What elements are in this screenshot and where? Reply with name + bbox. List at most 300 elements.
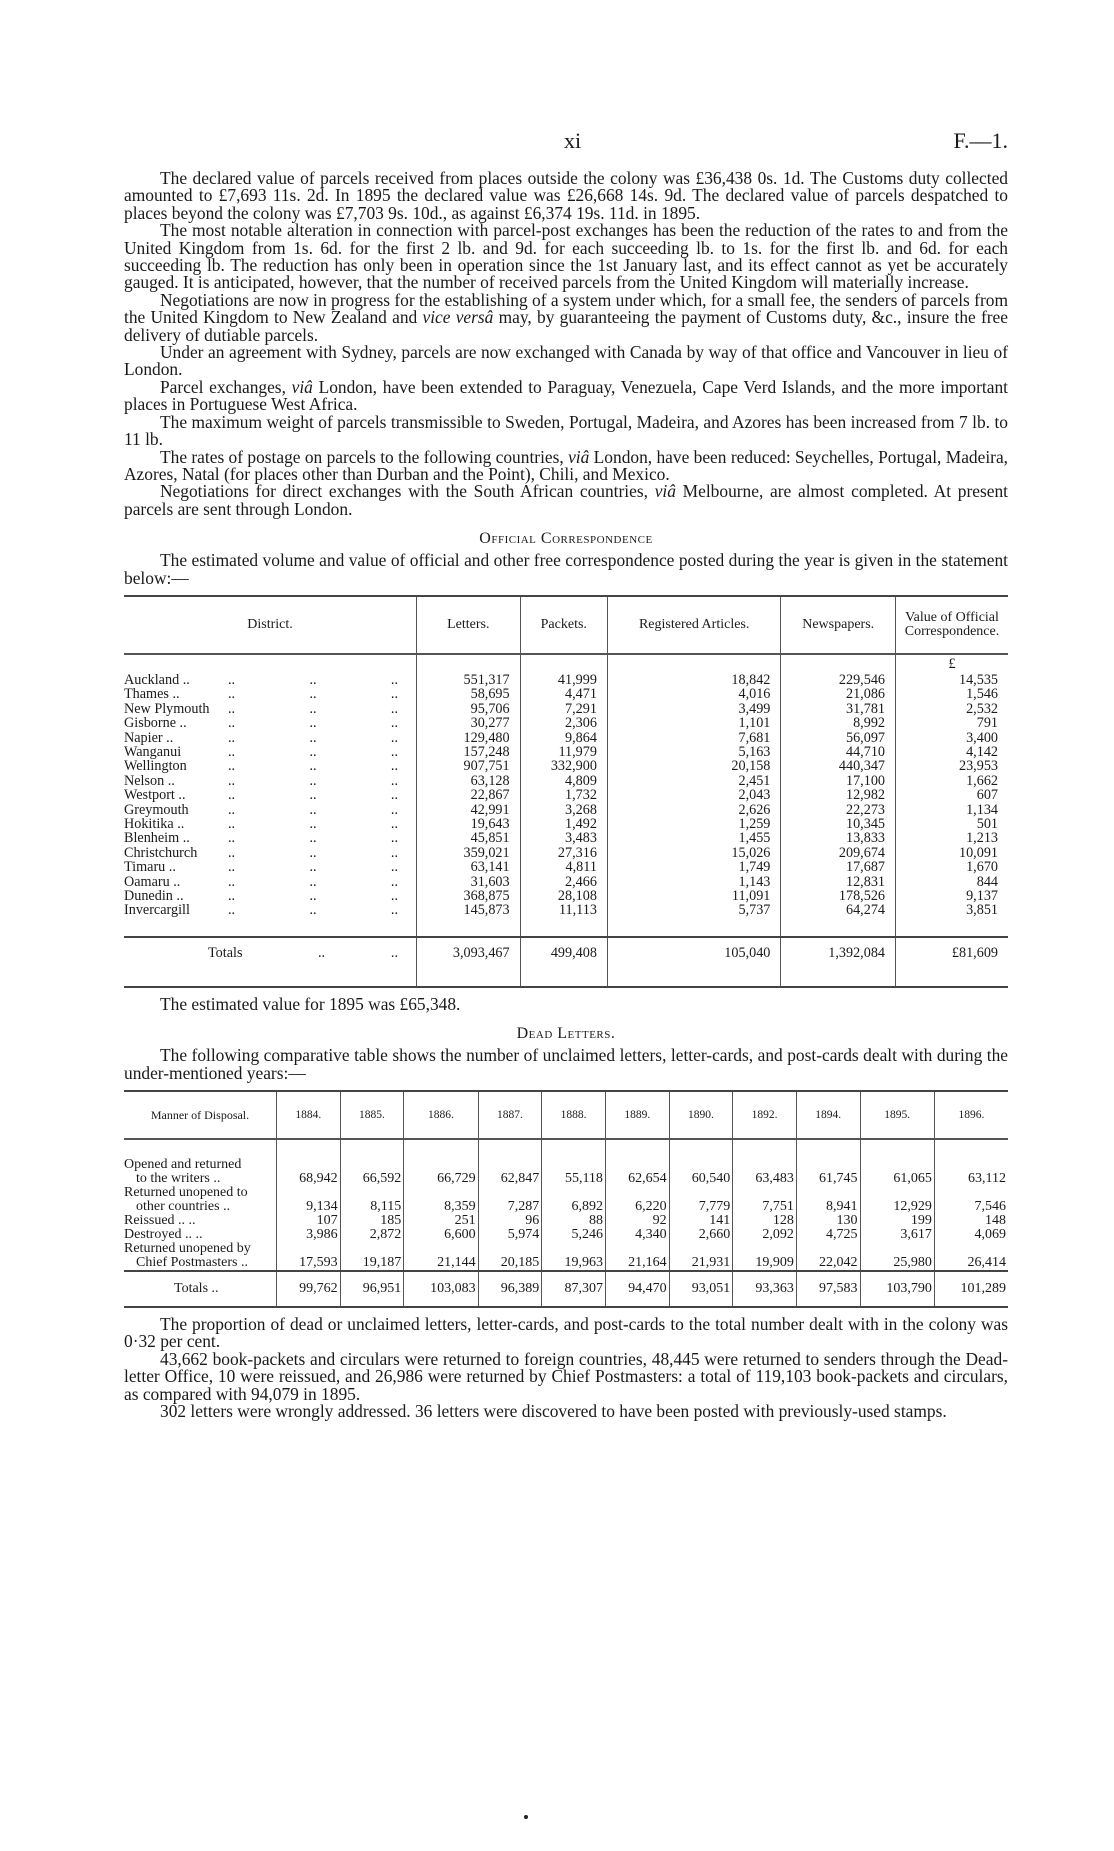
year-value-cell: 19,909 <box>733 1242 797 1271</box>
district-name: Invercargill <box>124 902 190 919</box>
column-header-year: 1888. <box>542 1091 606 1139</box>
newspapers-cell: 31,781 <box>781 702 896 716</box>
year-value-cell: 61,065 <box>860 1158 934 1186</box>
table-header-row <box>124 596 1008 654</box>
leader-dots: .. .. .. <box>228 816 398 832</box>
value-cell: 1,134 <box>896 803 1009 817</box>
letters-cell: 31,603 <box>417 875 521 889</box>
official-table-body <box>124 654 1008 987</box>
district-cell <box>124 788 417 802</box>
total-letters-cell: 3,093,467 <box>417 937 521 968</box>
document-page <box>124 0 1008 1421</box>
packets-cell: 2,466 <box>520 875 607 889</box>
table-row <box>124 1186 1008 1214</box>
year-value-cell: 60,540 <box>669 1158 733 1186</box>
registered-cell: 1,143 <box>607 875 780 889</box>
value-cell: 791 <box>896 716 1009 730</box>
registered-cell: 1,455 <box>607 831 780 845</box>
table-row <box>124 903 1008 917</box>
value-cell: 1,213 <box>896 831 1009 845</box>
empty-cell <box>417 918 521 937</box>
empty-cell <box>277 1139 341 1158</box>
spacer-row <box>124 968 1008 987</box>
leader-dots: .. .. .. <box>228 888 398 905</box>
empty-cell <box>542 1139 606 1158</box>
registered-cell: 1,749 <box>607 860 780 874</box>
leader-dots: .. .. .. <box>228 772 398 789</box>
total-year-value-cell: 99,762 <box>277 1271 341 1307</box>
paragraph-dead-letters-intro: The following comparative table shows the number of unclaimed letters, letter-cards, and post-cards dealt with during the under-mentioned years:— <box>124 1045 1008 1083</box>
value-cell: 501 <box>896 817 1009 831</box>
paragraph-negotiations <box>124 289 1008 345</box>
disposal-cell <box>124 1242 277 1271</box>
empty-cell <box>896 918 1009 937</box>
leader-dots: .. .. .. <box>228 830 398 847</box>
total-year-value-cell: 97,583 <box>796 1271 860 1307</box>
total-year-value-cell: 87,307 <box>542 1271 606 1307</box>
column-header-letters: Letters. <box>417 596 521 654</box>
totals-label: Totals <box>208 944 243 961</box>
year-value-cell: 5,974 <box>478 1228 542 1242</box>
district-cell <box>124 774 417 788</box>
district-name: Timaru .. <box>124 859 176 876</box>
packets-cell: 28,108 <box>520 889 607 903</box>
district-cell <box>124 759 417 773</box>
value-cell: 2,532 <box>896 702 1009 716</box>
column-header-year: 1890. <box>669 1091 733 1139</box>
year-value-cell: 107 <box>277 1214 341 1228</box>
registered-cell: 4,016 <box>607 687 780 701</box>
leader-dots: .. .. .. <box>228 700 398 717</box>
value-cell: 844 <box>896 875 1009 889</box>
total-year-value-cell: 103,790 <box>860 1271 934 1307</box>
value-cell: 3,851 <box>896 903 1009 917</box>
empty-cell <box>860 1139 934 1158</box>
currency-row <box>124 654 1008 673</box>
total-year-value-cell: 93,051 <box>669 1271 733 1307</box>
empty-cell <box>781 654 896 673</box>
letters-cell: 58,695 <box>417 687 521 701</box>
year-value-cell: 92 <box>605 1214 669 1228</box>
disposal-cell <box>124 1186 277 1214</box>
total-year-value-cell: 96,951 <box>340 1271 404 1307</box>
total-value-cell: £81,609 <box>896 937 1009 968</box>
dead-letters-table-body <box>124 1139 1008 1307</box>
year-value-cell: 185 <box>340 1214 404 1228</box>
column-header-packets: Packets. <box>520 596 607 654</box>
packets-cell: 7,291 <box>520 702 607 716</box>
registered-cell: 18,842 <box>607 673 780 687</box>
column-header-year: 1885. <box>340 1091 404 1139</box>
registered-cell: 2,451 <box>607 774 780 788</box>
column-header-year: 1895. <box>860 1091 934 1139</box>
totals-label-cell <box>124 937 417 968</box>
section-title-official-correspondence: Official Correspondence <box>479 530 653 548</box>
year-value-cell: 7,751 <box>733 1186 797 1214</box>
empty-cell <box>781 968 896 987</box>
paragraph-estimated-1895: The estimated value for 1895 was £65,348. <box>160 993 461 1014</box>
section-title-dead-letters: Dead Letters. <box>516 1025 616 1043</box>
newspapers-cell: 12,831 <box>781 875 896 889</box>
empty-cell <box>124 968 417 987</box>
newspapers-cell: 22,273 <box>781 803 896 817</box>
empty-cell <box>669 1139 733 1158</box>
italic-text: viâ <box>654 481 676 502</box>
leader-dots: .. .. .. <box>228 873 398 890</box>
registered-cell: 5,163 <box>607 745 780 759</box>
empty-cell <box>607 918 780 937</box>
letters-cell: 359,021 <box>417 846 521 860</box>
total-registered-cell: 105,040 <box>607 937 780 968</box>
year-value-cell: 68,942 <box>277 1158 341 1186</box>
empty-cell <box>607 654 780 673</box>
year-value-cell: 62,847 <box>478 1158 542 1186</box>
year-value-cell: 96 <box>478 1214 542 1228</box>
district-cell <box>124 673 417 687</box>
letters-cell: 551,317 <box>417 673 521 687</box>
column-header-year: 1886. <box>404 1091 478 1139</box>
year-value-cell: 7,546 <box>934 1186 1008 1214</box>
district-cell <box>124 817 417 831</box>
column-header-registered: Registered Articles. <box>607 596 780 654</box>
table-row <box>124 831 1008 845</box>
letters-cell: 129,480 <box>417 731 521 745</box>
currency-symbol: £ <box>896 654 1009 673</box>
column-header-year: 1892. <box>733 1091 797 1139</box>
total-year-value-cell: 103,083 <box>404 1271 478 1307</box>
newspapers-cell: 178,526 <box>781 889 896 903</box>
district-name: Gisborne .. <box>124 715 187 732</box>
text: Negotiations for direct exchanges with the South African countries, <box>160 481 655 502</box>
italic-text: viâ <box>568 446 590 467</box>
district-cell <box>124 803 417 817</box>
year-value-cell: 9,134 <box>277 1186 341 1214</box>
district-cell <box>124 875 417 889</box>
registered-cell: 3,499 <box>607 702 780 716</box>
year-value-cell: 25,980 <box>860 1242 934 1271</box>
disposal-cell <box>124 1214 277 1228</box>
disposal-cell <box>124 1158 277 1186</box>
year-value-cell: 8,359 <box>404 1186 478 1214</box>
paragraph-official-intro: The estimated volume and value of official and other free correspondence posted during the year is given in the statement below:— <box>124 550 1008 588</box>
empty-cell <box>934 1139 1008 1158</box>
district-cell <box>124 903 417 917</box>
year-value-cell: 148 <box>934 1214 1008 1228</box>
registered-cell: 15,026 <box>607 846 780 860</box>
packets-cell: 332,900 <box>520 759 607 773</box>
italic-text: viâ <box>291 376 313 397</box>
paragraph-declared-value: The declared value of parcels received from places outside the colony was £36,438 0s. 1d. The Customs duty collected amounted to £7,693 11s. 2d. In 1895 the declared value was £26,668 14s. 9d. The declared value of parcels despatched to places beyond the colony was £7,703 9s. 10d., as against £6,374 19s. 11d. in 1895. <box>124 168 1008 223</box>
empty-cell <box>124 918 417 937</box>
newspapers-cell: 440,347 <box>781 759 896 773</box>
paragraph-proportion: The proportion of dead or unclaimed letters, letter-cards, and post-cards to the total number dealt with in the colony was 0·32 per cent. <box>124 1314 1008 1352</box>
district-cell <box>124 702 417 716</box>
year-value-cell: 66,729 <box>404 1158 478 1186</box>
district-name: Oamaru .. <box>124 873 181 890</box>
value-cell: 10,091 <box>896 846 1009 860</box>
year-value-cell: 17,593 <box>277 1242 341 1271</box>
table-row <box>124 673 1008 687</box>
year-value-cell: 4,340 <box>605 1228 669 1242</box>
registered-cell: 5,737 <box>607 903 780 917</box>
document-reference: F.—1. <box>953 128 1008 153</box>
value-cell: 3,400 <box>896 731 1009 745</box>
empty-cell <box>896 968 1009 987</box>
table-header-row <box>124 1091 1008 1139</box>
district-name: Christchurch <box>124 844 198 861</box>
letters-cell: 30,277 <box>417 716 521 730</box>
empty-cell <box>796 1139 860 1158</box>
leader-dots: .. .. .. <box>228 758 398 775</box>
disposal-label-line: to the writers .. <box>136 1171 221 1187</box>
year-value-cell: 7,287 <box>478 1186 542 1214</box>
district-cell <box>124 716 417 730</box>
spacer-row <box>124 1139 1008 1158</box>
newspapers-cell: 229,546 <box>781 673 896 687</box>
page-number: xi <box>564 128 582 153</box>
year-value-cell: 2,092 <box>733 1228 797 1242</box>
column-header-district: District. <box>124 596 417 654</box>
table-row <box>124 1158 1008 1186</box>
district-cell <box>124 846 417 860</box>
paragraph-exchanges <box>124 376 1009 415</box>
letters-cell: 907,751 <box>417 759 521 773</box>
year-value-cell: 6,892 <box>542 1186 606 1214</box>
total-year-value-cell: 96,389 <box>478 1271 542 1307</box>
year-value-cell: 3,986 <box>277 1228 341 1242</box>
newspapers-cell: 44,710 <box>781 745 896 759</box>
newspapers-cell: 17,687 <box>781 860 896 874</box>
newspapers-cell: 12,982 <box>781 788 896 802</box>
disposal-label-line: other countries .. <box>136 1199 231 1215</box>
year-value-cell: 63,483 <box>733 1158 797 1186</box>
text: Parcel exchanges, <box>160 376 292 397</box>
leader-dots: .. .. .. <box>228 715 398 732</box>
text: Melbourne, are almost completed. At present parcels are sent through London. <box>124 481 1008 519</box>
letters-cell: 145,873 <box>417 903 521 917</box>
table-row <box>124 702 1008 716</box>
registered-cell: 20,158 <box>607 759 780 773</box>
district-name: Napier .. <box>124 729 174 746</box>
paragraph-postage-rates <box>124 446 1009 484</box>
value-cell: 23,953 <box>896 759 1009 773</box>
year-value-cell: 141 <box>669 1214 733 1228</box>
leader-dots: .. .. .. <box>228 787 398 804</box>
text: The rates of postage on parcels to the following countries, <box>160 446 569 467</box>
registered-cell: 2,043 <box>607 788 780 802</box>
leader-dots: .. .. .. <box>228 729 398 746</box>
district-cell <box>124 860 417 874</box>
table-row <box>124 803 1008 817</box>
year-value-cell: 128 <box>733 1214 797 1228</box>
district-name: Thames .. <box>124 686 180 703</box>
table-row <box>124 788 1008 802</box>
disposal-label-line: Destroyed .. .. <box>124 1227 203 1243</box>
registered-cell: 11,091 <box>607 889 780 903</box>
printing-mark <box>524 1815 528 1819</box>
table-row <box>124 745 1008 759</box>
newspapers-cell: 209,674 <box>781 846 896 860</box>
district-name: Westport .. <box>124 787 186 804</box>
year-value-cell: 2,872 <box>340 1228 404 1242</box>
table-row <box>124 1242 1008 1271</box>
year-value-cell: 3,617 <box>860 1228 934 1242</box>
newspapers-cell: 8,992 <box>781 716 896 730</box>
text: London, have been extended to Paraguay, Venezuela, Cape Verd Islands, and the more important places in Portuguese West Africa. <box>124 376 1009 415</box>
column-header-disposal: Manner of Disposal. <box>124 1091 277 1139</box>
packets-cell: 9,864 <box>520 731 607 745</box>
year-value-cell: 61,745 <box>796 1158 860 1186</box>
column-header-year: 1887. <box>478 1091 542 1139</box>
table-row <box>124 860 1008 874</box>
spacer-row <box>124 918 1008 937</box>
table-row <box>124 731 1008 745</box>
value-cell: 1,662 <box>896 774 1009 788</box>
year-value-cell: 26,414 <box>934 1242 1008 1271</box>
year-value-cell: 63,112 <box>934 1158 1008 1186</box>
newspapers-cell: 10,345 <box>781 817 896 831</box>
packets-cell: 11,113 <box>520 903 607 917</box>
year-value-cell: 4,725 <box>796 1228 860 1242</box>
district-name: Auckland .. <box>124 671 190 688</box>
packets-cell: 2,306 <box>520 716 607 730</box>
packets-cell: 4,471 <box>520 687 607 701</box>
column-header-year: 1896. <box>934 1091 1008 1139</box>
text: London, have been reduced: Seychelles, Portugal, Madeira, Azores, Natal (for places other than Durban and the Point), Chili, and Mexico. <box>124 446 1009 484</box>
year-value-cell: 19,187 <box>340 1242 404 1271</box>
year-value-cell: 62,654 <box>605 1158 669 1186</box>
empty-cell <box>781 918 896 937</box>
district-name: Blenheim .. <box>124 830 190 847</box>
year-value-cell: 19,963 <box>542 1242 606 1271</box>
packets-cell: 3,268 <box>520 803 607 817</box>
year-value-cell: 2,660 <box>669 1228 733 1242</box>
year-value-cell: 6,220 <box>605 1186 669 1214</box>
letters-cell: 95,706 <box>417 702 521 716</box>
totals-label: Totals .. <box>124 1271 277 1307</box>
letters-cell: 42,991 <box>417 803 521 817</box>
italic-text: vice versâ <box>422 307 494 328</box>
letters-cell: 157,248 <box>417 745 521 759</box>
year-value-cell: 8,941 <box>796 1186 860 1214</box>
official-correspondence-table <box>124 595 1008 988</box>
paragraph-wrongly-addressed: 302 letters were wrongly addressed. 36 letters were discovered to have been posted with previously-used stamps. <box>160 1401 947 1422</box>
paragraph-rate-reduction: The most notable alteration in connection with parcel-post exchanges has been the reduction of the rates to and from the United Kingdom from 1s. 6d. for the first 2 lb. and 9d. for each succeeding lb. to 1s. for the first lb. and 6d. for each succeeding lb. The reduction has only been in operation since the 1st January last, and its effect cannot as yet be accurately gauged. It is anticipated, however, that the number of received parcels from the United Kingdom will materially increase. <box>124 220 1008 293</box>
disposal-label-line: Returned unopened by <box>124 1241 251 1257</box>
text: Negotiations are now in progress for the establishing of a system under which, for a small fee, the senders of parcels from the United Kingdom to New Zealand and <box>124 289 1008 328</box>
year-value-cell: 22,042 <box>796 1242 860 1271</box>
leader-dots: .. .. .. <box>228 902 398 919</box>
district-name: Dunedin .. <box>124 888 184 905</box>
column-header-year: 1894. <box>796 1091 860 1139</box>
packets-cell: 11,979 <box>520 745 607 759</box>
empty-cell <box>417 968 521 987</box>
table-row <box>124 759 1008 773</box>
disposal-label-line: Opened and returned <box>124 1157 242 1173</box>
disposal-label-line: Chief Postmasters .. <box>136 1255 248 1271</box>
table-row <box>124 875 1008 889</box>
leader-dots: .. .. .. <box>228 859 398 876</box>
leader-dots: .. .. .. <box>228 743 398 760</box>
newspapers-cell: 17,100 <box>781 774 896 788</box>
value-cell: 14,535 <box>896 673 1009 687</box>
newspapers-cell: 21,086 <box>781 687 896 701</box>
year-value-cell: 55,118 <box>542 1158 606 1186</box>
empty-cell <box>733 1139 797 1158</box>
empty-cell <box>520 918 607 937</box>
column-header-year: 1884. <box>277 1091 341 1139</box>
year-value-cell: 12,929 <box>860 1186 934 1214</box>
value-cell: 607 <box>896 788 1009 802</box>
year-value-cell: 20,185 <box>478 1242 542 1271</box>
table-row <box>124 817 1008 831</box>
packets-cell: 3,483 <box>520 831 607 845</box>
registered-cell: 7,681 <box>607 731 780 745</box>
disposal-label-line: Returned unopened to <box>124 1185 248 1201</box>
empty-cell <box>520 654 607 673</box>
district-cell <box>124 889 417 903</box>
leader-dots: .. .. .. <box>228 801 398 818</box>
packets-cell: 4,811 <box>520 860 607 874</box>
district-name: Greymouth <box>124 801 189 818</box>
paragraph-book-packets: 43,662 book-packets and circulars were returned to foreign countries, 48,445 were returned to senders through the Dead-letter Office, 10 were reissued, and 26,986 were returned by Chief Postmasters: a total of 119,103 book-packets and circulars, as compared with 94,079 in 1895. <box>124 1348 1008 1404</box>
year-value-cell: 6,600 <box>404 1228 478 1242</box>
dead-letters-table <box>124 1090 1008 1308</box>
empty-cell <box>520 968 607 987</box>
value-cell: 4,142 <box>896 745 1009 759</box>
letters-cell: 45,851 <box>417 831 521 845</box>
table-row <box>124 1228 1008 1242</box>
year-value-cell: 251 <box>404 1214 478 1228</box>
total-packets-cell: 499,408 <box>520 937 607 968</box>
leader-dots: .. .. .. <box>228 686 398 703</box>
registered-cell: 1,259 <box>607 817 780 831</box>
table-row <box>124 774 1008 788</box>
registered-cell: 1,101 <box>607 716 780 730</box>
column-header-value: Value of Official Correspondence. <box>896 596 1009 654</box>
value-cell: 9,137 <box>896 889 1009 903</box>
table-row <box>124 687 1008 701</box>
district-cell <box>124 831 417 845</box>
paragraph-max-weight: The maximum weight of parcels transmissible to Sweden, Portugal, Madeira, and Azores has been increased from 7 lb. to 11 lb. <box>124 411 1008 450</box>
year-value-cell: 8,115 <box>340 1186 404 1214</box>
letters-cell: 63,141 <box>417 860 521 874</box>
table-row <box>124 1214 1008 1228</box>
column-header-year: 1889. <box>605 1091 669 1139</box>
total-year-value-cell: 101,289 <box>934 1271 1008 1307</box>
text: may, by guaranteeing the payment of Customs duty, &c., insure the free delivery of dutiable parcels. <box>124 307 1008 345</box>
empty-cell <box>417 654 521 673</box>
table-row <box>124 889 1008 903</box>
registered-cell: 2,626 <box>607 803 780 817</box>
empty-cell <box>478 1139 542 1158</box>
district-name: New Plymouth <box>124 700 210 717</box>
newspapers-cell: 56,097 <box>781 731 896 745</box>
packets-cell: 1,732 <box>520 788 607 802</box>
district-name: Wanganui <box>124 743 182 760</box>
paragraph-south-africa <box>124 483 1008 518</box>
table-row <box>124 846 1008 860</box>
table-row <box>124 716 1008 730</box>
year-value-cell: 130 <box>796 1214 860 1228</box>
total-newspapers-cell: 1,392,084 <box>781 937 896 968</box>
page-header <box>124 0 1008 170</box>
year-value-cell: 199 <box>860 1214 934 1228</box>
disposal-cell <box>124 1228 277 1242</box>
letters-cell: 63,128 <box>417 774 521 788</box>
leader-dots: .. .. .. <box>228 671 398 688</box>
year-value-cell: 88 <box>542 1214 606 1228</box>
